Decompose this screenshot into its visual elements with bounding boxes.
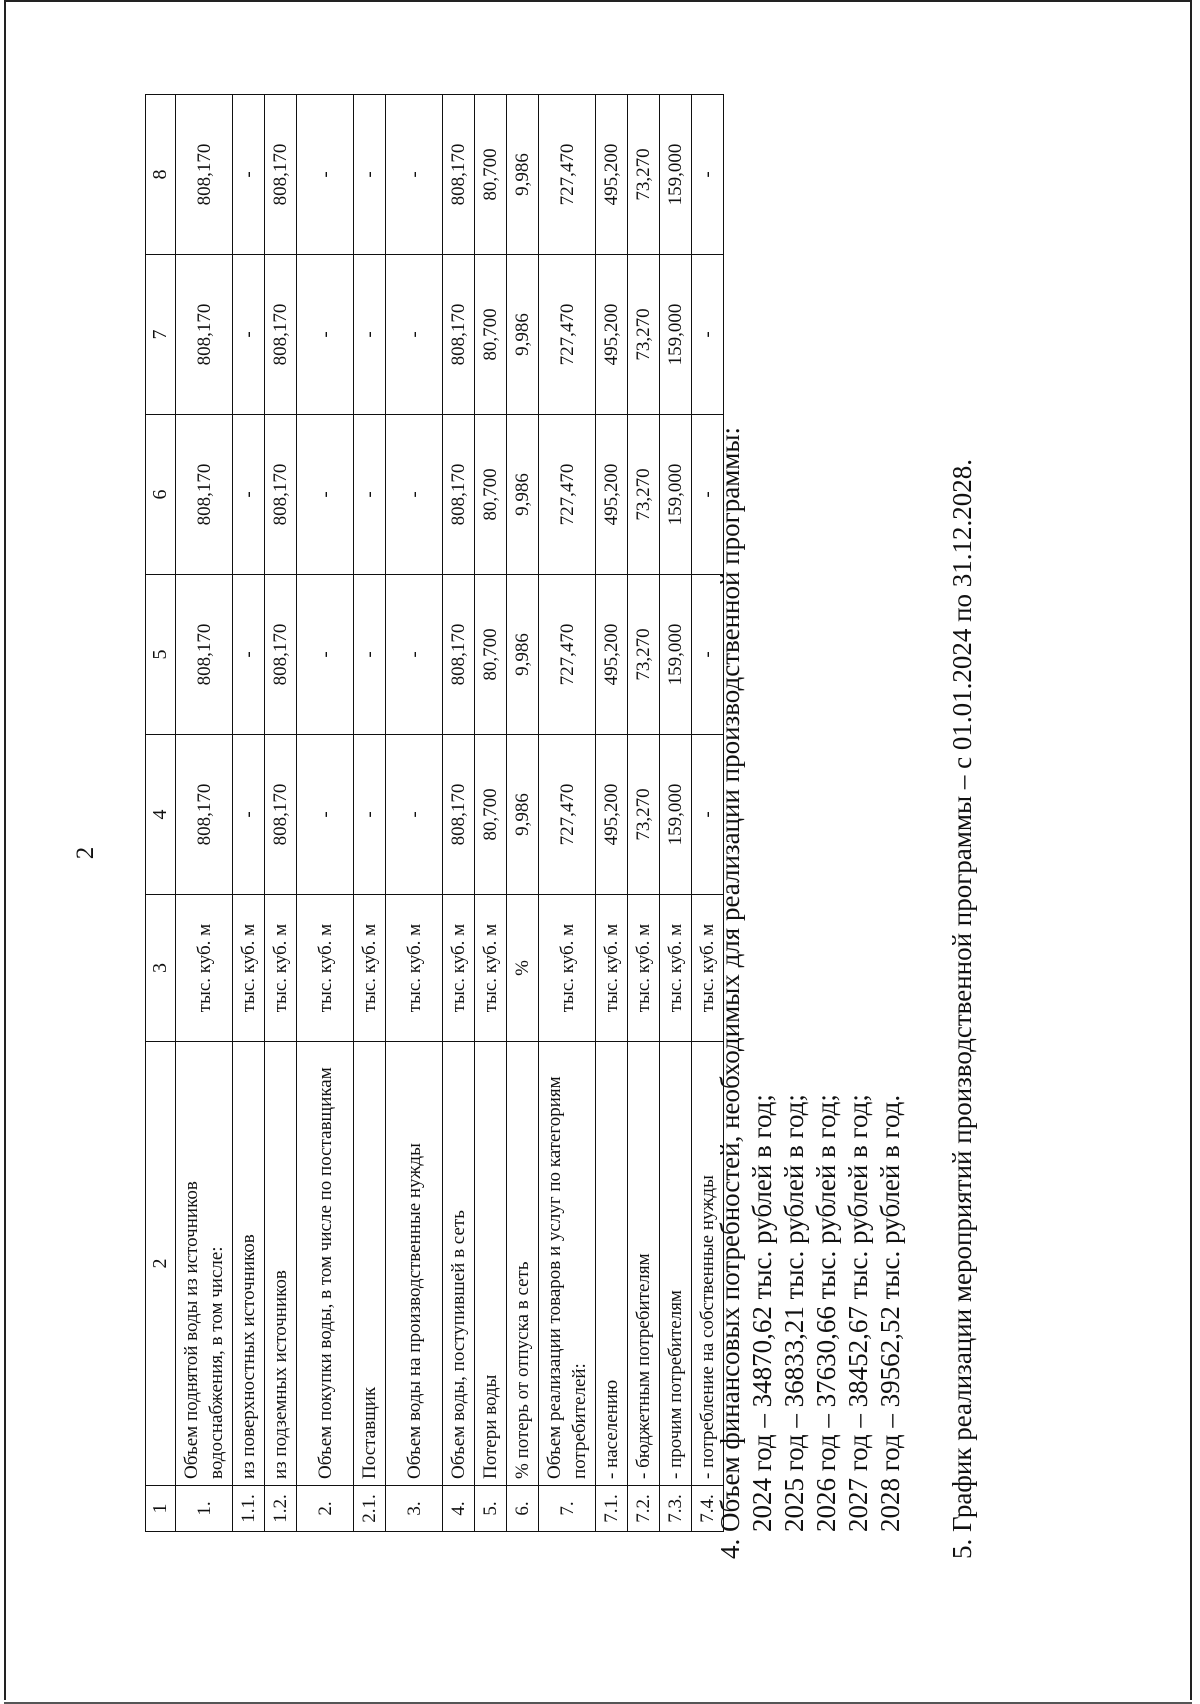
row-value-cell: 495,200 [596,735,628,895]
table-body [176,95,724,1532]
row-name-cell: - прочим потребителям [660,1042,692,1486]
row-number-cell: 5. [475,1486,507,1532]
row-value-cell: 808,170 [443,575,475,735]
table-row [443,95,475,1532]
row-value-cell: 73,270 [628,735,660,895]
row-value-cell: - [233,735,265,895]
row-value-cell: - [386,95,443,255]
row-value-cell: 9,986 [507,415,539,575]
row-value-cell: - [692,415,724,575]
row-number-cell: 4. [443,1486,475,1532]
row-value-cell: 80,700 [475,415,507,575]
row-value-cell: - [354,415,386,575]
row-value-cell: 495,200 [596,415,628,575]
row-number-cell: 3. [386,1486,443,1532]
row-value-cell: 73,270 [628,95,660,255]
year-2025-line: 2025 год – 36833,21 тыс. рублей в год; [779,1094,809,1532]
row-value-cell: 159,000 [660,415,692,575]
row-value-cell: 808,170 [265,95,297,255]
row-value-cell: 808,170 [265,255,297,415]
row-value-cell: - [692,735,724,895]
row-value-cell: 73,270 [628,255,660,415]
section-5-text: 5. График реализации мероприятий производственной программы – с 01.01.2024 по 31.12.2028. [947,458,977,1559]
column-header: 1 [146,1486,176,1532]
column-header: 3 [146,895,176,1042]
row-value-cell: - [386,255,443,415]
row-value-cell: - [297,95,354,255]
row-unit-cell: тыс. куб. м [475,895,507,1042]
row-value-cell: 727,470 [539,95,596,255]
table-row [475,95,507,1532]
row-value-cell: - [386,735,443,895]
row-unit-cell: тыс. куб. м [386,895,443,1042]
page-number: 2 [72,846,99,860]
row-value-cell: - [354,735,386,895]
column-header: 7 [146,255,176,415]
row-number-cell: 7. [539,1486,596,1532]
row-value-cell: - [692,95,724,255]
column-header: 4 [146,735,176,895]
row-number-cell: 1. [176,1486,233,1532]
notes-section [714,109,978,1559]
row-value-cell: 495,200 [596,575,628,735]
row-value-cell: - [233,95,265,255]
row-name-cell: - потребление на собственные нужды [692,1042,724,1486]
row-value-cell: - [297,735,354,895]
row-value-cell: 808,170 [443,415,475,575]
row-value-cell: 80,700 [475,575,507,735]
row-value-cell: 73,270 [628,415,660,575]
row-value-cell: 73,270 [628,575,660,735]
row-value-cell: 9,986 [507,575,539,735]
row-value-cell: 159,000 [660,255,692,415]
row-unit-cell: тыс. куб. м [265,895,297,1042]
table-row [233,95,265,1532]
row-value-cell: - [354,575,386,735]
table-row [386,95,443,1532]
row-unit-cell: тыс. куб. м [539,895,596,1042]
row-unit-cell: тыс. куб. м [692,895,724,1042]
row-value-cell: - [386,575,443,735]
row-value-cell: 9,986 [507,735,539,895]
row-name-cell: Потери воды [475,1042,507,1486]
row-value-cell: 808,170 [265,415,297,575]
year-2026-line: 2026 год – 37630,66 тыс. рублей в год; [811,1094,841,1532]
row-name-cell: Объем воды, поступившей в сеть [443,1042,475,1486]
row-name-cell: Объем поднятой воды из источников водоснабжения, в том числе: [176,1042,233,1486]
table-row [354,95,386,1532]
column-header: 8 [146,95,176,255]
row-value-cell: 808,170 [443,95,475,255]
row-value-cell: - [297,415,354,575]
row-number-cell: 2. [297,1486,354,1532]
row-value-cell: - [692,255,724,415]
row-value-cell: - [233,255,265,415]
year-2024-line: 2024 год – 34870,62 тыс. рублей в год; [747,1094,777,1532]
table-row [596,95,628,1532]
row-value-cell: 80,700 [475,735,507,895]
row-name-cell: Объем покупки воды, в том числе по поставщикам [297,1042,354,1486]
row-value-cell: - [354,255,386,415]
row-value-cell: 9,986 [507,95,539,255]
row-number-cell: 7.2. [628,1486,660,1532]
table-row [660,95,692,1532]
row-name-cell: % потерь от отпуска в сеть [507,1042,539,1486]
row-number-cell: 7.4. [692,1486,724,1532]
row-value-cell: 808,170 [176,95,233,255]
row-name-cell: - населению [596,1042,628,1486]
row-value-cell: 80,700 [475,255,507,415]
row-name-cell: Объем воды на производственные нужды [386,1042,443,1486]
row-unit-cell: тыс. куб. м [233,895,265,1042]
column-header: 5 [146,575,176,735]
row-value-cell: 727,470 [539,575,596,735]
row-name-cell: Поставщик [354,1042,386,1486]
column-header: 6 [146,415,176,575]
row-value-cell: 808,170 [176,255,233,415]
row-number-cell: 2.1. [354,1486,386,1532]
row-value-cell: 159,000 [660,575,692,735]
row-name-cell: из подземных источников [265,1042,297,1486]
row-value-cell: 495,200 [596,255,628,415]
row-value-cell: - [354,95,386,255]
row-value-cell: - [692,575,724,735]
row-unit-cell: тыс. куб. м [628,895,660,1042]
table-row [628,95,660,1532]
production-program-table [145,94,724,1532]
table-row [297,95,354,1532]
row-value-cell: 495,200 [596,95,628,255]
row-value-cell: 80,700 [475,95,507,255]
row-value-cell: 808,170 [176,415,233,575]
table-header-row [146,95,176,1532]
row-value-cell: 808,170 [443,735,475,895]
column-header: 2 [146,1042,176,1486]
table-row [176,95,233,1532]
row-value-cell: 727,470 [539,415,596,575]
row-number-cell: 1.1. [233,1486,265,1532]
row-value-cell: 159,000 [660,95,692,255]
row-value-cell: 808,170 [265,575,297,735]
year-2027-line: 2027 год – 38452,67 тыс. рублей в год; [843,1094,873,1532]
row-unit-cell: тыс. куб. м [660,895,692,1042]
section-4-heading: 4. Объем финансовых потребностей, необходимых для реализации производственной программы: [715,426,745,1559]
table-row [539,95,596,1532]
table-row [265,95,297,1532]
row-value-cell: 159,000 [660,735,692,895]
row-number-cell: 7.1. [596,1486,628,1532]
row-unit-cell: тыс. куб. м [354,895,386,1042]
row-value-cell: - [297,575,354,735]
row-value-cell: 808,170 [443,255,475,415]
row-name-cell: - бюджетным потребителям [628,1042,660,1486]
row-unit-cell: тыс. куб. м [176,895,233,1042]
row-value-cell: - [386,415,443,575]
row-value-cell: - [233,415,265,575]
row-value-cell: 727,470 [539,735,596,895]
row-unit-cell: тыс. куб. м [443,895,475,1042]
row-number-cell: 1.2. [265,1486,297,1532]
row-value-cell: 808,170 [176,575,233,735]
table-row [507,95,539,1532]
row-number-cell: 6. [507,1486,539,1532]
row-unit-cell: тыс. куб. м [596,895,628,1042]
year-2028-line: 2028 год – 39562,52 тыс. рублей в год. [875,1094,905,1532]
row-name-cell: Объем реализации товаров и услуг по категориям потребителей: [539,1042,596,1486]
row-value-cell: 808,170 [176,735,233,895]
row-value-cell: 727,470 [539,255,596,415]
row-unit-cell: тыс. куб. м [297,895,354,1042]
row-number-cell: 7.3. [660,1486,692,1532]
row-value-cell: 808,170 [265,735,297,895]
row-value-cell: 9,986 [507,255,539,415]
row-value-cell: - [297,255,354,415]
row-unit-cell: % [507,895,539,1042]
row-name-cell: из поверхностных источников [233,1042,265,1486]
row-value-cell: - [233,575,265,735]
